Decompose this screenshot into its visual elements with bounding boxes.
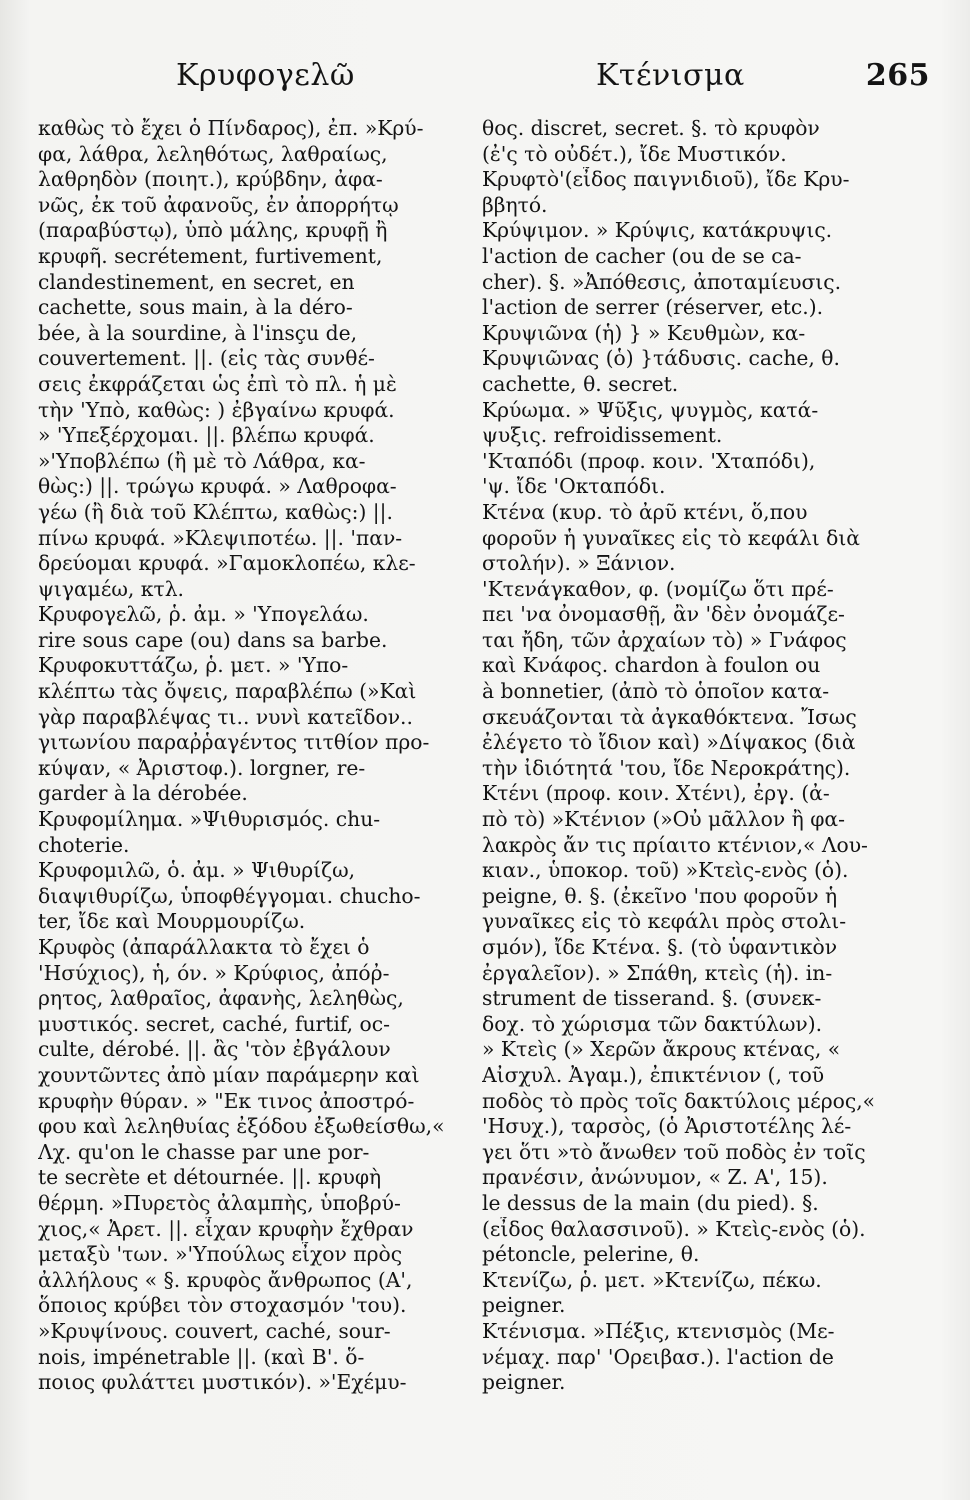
right-column-line: πει 'να ὀνομασθῇ, ἂν 'δὲν ὀνομάζε- xyxy=(482,602,845,627)
left-column-line: λαθρηδὸν (ποιητ.), κρύβδην, ἀφα- xyxy=(38,167,383,192)
left-column-line: garder à la dérobée. xyxy=(38,781,248,806)
page-header xyxy=(40,52,930,98)
left-column-line: culte, dérobé. ||. ἂς 'τὸν ἐβγάλουν xyxy=(38,1037,391,1062)
left-column-line: nois, impénetrable ||. (καὶ Β'. ὅ- xyxy=(38,1344,365,1369)
left-running-headword: Κρυφογελῶ xyxy=(176,58,355,93)
right-column-line: λακρὸς ἄν τις πρίαιτο κτένιον,« Λου- xyxy=(482,832,868,857)
right-column-line: le dessus de la main (du pied). §. xyxy=(482,1190,819,1215)
left-column-line: χουντῶντες ἀπὸ μίαν παράμερην καὶ xyxy=(38,1062,420,1087)
left-column-line: κρυφὴν θύραν. » "Εκ τινος ἀποστρό- xyxy=(38,1088,415,1113)
right-column-line: peigner. xyxy=(482,1370,566,1395)
right-column-line: δοχ. τὸ χώρισμα τῶν δακτύλων). xyxy=(482,1011,823,1036)
left-column-line: φου καὶ λεληθυίας ἐξόδου ἐξωθείσθω,« xyxy=(38,1114,445,1139)
right-column-line: Κρύψιμον. » Κρύψις, κατάκρυψις. xyxy=(482,218,833,243)
right-column-line: Αἰσχυλ. Ἀγαμ.), ἐπικτένιον (, τοῦ xyxy=(482,1062,825,1087)
right-column-line: (ἐ'ς τὸ οὐδέτ.), ἴδε Μυστικόν. xyxy=(482,141,787,166)
right-column-line: 'ψ. ἴδε 'Οκταπόδι. xyxy=(482,474,666,499)
left-column-line: ποιος φυλάττει μυστικόν). »'Εχέμυ- xyxy=(38,1370,407,1395)
left-column-line: Κρυφογελῶ, ῥ. ἀμ. » 'Υπογελάω. xyxy=(38,602,369,627)
left-column-line: clandestinement, en secret, en xyxy=(38,269,355,294)
right-column-line: 'Κτενάγκαθον, φ. (νομίζω ὅτι πρέ- xyxy=(482,576,834,601)
left-column-line: ἀλλήλους « §. κρυφὸς ἄνθρωπος (Α', xyxy=(38,1267,413,1292)
right-column-line: peigner. xyxy=(482,1293,566,1318)
left-column-line: couvertement. ||. (εἰς τὰς συνθέ- xyxy=(38,346,375,371)
left-column-line: μεταξὺ 'των. »'Υπούλως εἶχον πρὸς xyxy=(38,1242,403,1267)
left-column-line: Κρυφομιλῶ, ὁ. ἀμ. » Ψιθυρίζω, xyxy=(38,858,356,883)
left-column-line: γέω (ἢ διὰ τοῦ Κλέπτω, καθὼς:) ||. xyxy=(38,499,393,524)
right-column-line: l'action de cacher (ou de se ca- xyxy=(482,243,802,268)
right-column-line: Κτένισμα. »Πέξις, κτενισμὸς (Με- xyxy=(482,1318,835,1343)
right-column-line: peigne, θ. §. (ἐκεῖνο 'που φοροῦν ἡ xyxy=(482,883,838,908)
right-column-line: cachette, θ. secret. xyxy=(482,371,679,396)
left-column-line: Λχ. qu'on le chasse par une por- xyxy=(38,1139,370,1164)
left-column-line: κλέπτω τὰς ὄψεις, παραβλέπω (»Καὶ xyxy=(38,679,417,704)
right-column-line: στολήν). » Ξάνιον. xyxy=(482,551,676,576)
left-column-line: νῶς, ἐκ τοῦ ἀφανοῦς, ἐν ἀπορρήτῳ xyxy=(38,192,399,217)
left-column-line: θὼς:) ||. τρώγω κρυφά. » Λαθροφα- xyxy=(38,474,397,499)
left-column-line: 'Ησύχιος), ἡ, όν. » Κρύφιος, ἀπόῤ- xyxy=(38,960,390,985)
right-column-line: γει ὅτι »τὸ ἄνωθεν τοῦ ποδὸς ἐν τοῖς xyxy=(482,1139,866,1164)
left-column-line: μυστικός. secret, caché, furtif, oc- xyxy=(38,1011,390,1036)
left-column-line: δρεύομαι κρυφά. »Γαμοκλοπέω, κλε- xyxy=(38,551,416,576)
right-column-line: Κτένα (κυρ. τὸ ἀρῦ κτένι, ὅ,που xyxy=(482,499,808,524)
right-column-line: strument de tisserand. §. (συνεκ- xyxy=(482,986,822,1011)
right-column-line: πρανέσιν, ἀνώνυμον, « Ζ. Α', 15). xyxy=(482,1165,828,1190)
right-column-line: Κρυψιῶνας (ὁ) }τάδυσις. cache, θ. xyxy=(482,346,840,371)
page-number: 265 xyxy=(865,58,930,93)
left-column-line: γιτωνίου παραῤῥαγέντος τιτθίον προ- xyxy=(38,730,430,755)
left-column-line: θέρμη. »Πυρετὸς ἀλαμπὴς, ὑποβρύ- xyxy=(38,1190,401,1215)
left-text-column xyxy=(38,116,468,1396)
right-column-line: γυναῖκες εἰς τὸ κεφάλι πρὸς στολι- xyxy=(482,909,847,934)
right-column-line: ψυξις. refroidissement. xyxy=(482,423,723,448)
right-column-line: (εἶδος θαλασσινοῦ). » Κτεὶς-ενὸς (ὁ). xyxy=(482,1216,866,1241)
right-column-line: πὸ τὸ) »Κτένιον (»Οὐ μᾶλλον ἢ φα- xyxy=(482,807,845,832)
left-column-line: (παραβύστῳ), ὑπὸ μάλης, κρυφῇ ἢ xyxy=(38,218,388,243)
left-column-line: rire sous cape (ou) dans sa barbe. xyxy=(38,627,388,652)
left-column-line: φα, λάθρα, λεληθότως, λαθραίως, xyxy=(38,141,388,166)
right-column-line: ται ἤδη, τῶν ἀρχαίων τὸ) » Γνάφος xyxy=(482,627,847,652)
left-column-line: ὅποιος κρύβει τὸν στοχασμόν 'του). xyxy=(38,1293,407,1318)
right-column-line: τὴν ἰδιότητά 'του, ἴδε Νεροκράτης). xyxy=(482,755,851,780)
left-column-line: καθὼς τὸ ἔχει ὁ Πίνδαρος), ἐπ. »Κρύ- xyxy=(38,116,424,140)
right-column-line: Κρυφτὸ'(εἶδος παιγνιδιοῦ), ἴδε Κρυ- xyxy=(482,167,850,192)
right-column-line: Κτένι (προφ. κοιν. Χτένι), ἐργ. (ἀ- xyxy=(482,781,830,806)
right-column-line: ἐλέγετο τὸ ἴδιον καὶ) »Δίψακος (διὰ xyxy=(482,730,856,755)
left-column-line: »'Υποβλέπω (ἢ μὲ τὸ Λάθρα, κα- xyxy=(38,448,366,473)
right-column-line: καὶ Κνάφος. chardon à foulon ou xyxy=(482,653,821,678)
left-column-line: te secrète et détournée. ||. κρυφὴ xyxy=(38,1165,382,1190)
left-column-line: cachette, sous main, à la déro- xyxy=(38,295,353,320)
right-column-line: σμόν), ἴδε Κτένα. §. (τὸ ὑφαντικὸν xyxy=(482,935,838,959)
right-column-line: l'action de serrer (réserver, etc.). xyxy=(482,295,824,320)
right-column-line: ββητό. xyxy=(482,192,548,217)
right-column-line: ἐργαλεῖον). » Σπάθη, κτεὶς (ἡ). in- xyxy=(482,960,833,985)
right-text-column xyxy=(482,116,922,1396)
left-column-line: ter, ἴδε καὶ Μουρμουρίζω. xyxy=(38,909,306,934)
left-column-line: Κρυφοκυττάζω, ῥ. μετ. » 'Υπο- xyxy=(38,653,349,678)
left-column-line: κύψαν, « Ἀριστοφ.). lorgner, re- xyxy=(38,755,366,780)
right-column-line: 'Ησυχ.), ταρσὸς, (ὁ Ἀριστοτέλης λέ- xyxy=(482,1114,852,1139)
right-column-line: νέμαχ. παρ' 'Ορειβασ.). l'action de xyxy=(482,1344,834,1369)
left-column-line: πίνω κρυφά. »Κλεψιποτέω. ||. 'παν- xyxy=(38,525,403,550)
left-column-line: choterie. xyxy=(38,832,130,857)
right-column-line: θος. discret, secret. §. τὸ κρυφὸν xyxy=(482,116,820,140)
left-column-line: σεις ἐκφράζεται ὡς ἐπὶ τὸ πλ. ἡ μὲ xyxy=(38,371,397,396)
right-column-line: à bonnetier, (ἀπὸ τὸ ὁποῖον κατα- xyxy=(482,679,830,704)
right-column-line: φοροῦν ἡ γυναῖκες εἰς τὸ κεφάλι διὰ xyxy=(482,525,860,550)
right-column-line: » Κτεὶς (» Χερῶν ἄκρους κτένας, « xyxy=(482,1037,841,1062)
left-column-line: διαψιθυρίζω, ὑποφθέγγομαι. chucho- xyxy=(38,883,421,908)
left-column-line: τὴν 'Υπὸ, καθὼς: ) ἐβγαίνω κρυφά. xyxy=(38,397,395,422)
right-running-headword: Κτένισμα xyxy=(596,58,745,93)
right-column-line: Κρύωμα. » Ψῦξις, ψυγμὸς, κατά- xyxy=(482,397,819,422)
left-column-line: Κρυφομίλημα. »Ψιθυρισμός. chu- xyxy=(38,807,381,832)
left-column-line: Κρυφὸς (ἀπαράλλακτα τὸ ἔχει ὁ xyxy=(38,935,370,959)
right-column-line: ποδὸς τὸ πρὸς τοῖς δακτύλοις μέρος,« xyxy=(482,1088,876,1113)
right-column-line: pétoncle, pelerine, θ. xyxy=(482,1242,700,1267)
right-column-line: 'Κταπόδι (προφ. κοιν. 'Χταπόδι), xyxy=(482,448,816,473)
left-column-line: »Κρυψίνους. couvert, caché, sour- xyxy=(38,1318,391,1343)
right-column-line: κιαν., ὑποκορ. τοῦ) »Κτεὶς-ενὸς (ὁ). xyxy=(482,858,849,883)
left-column-line: » 'Υπεξέρχομαι. ||. βλέπω κρυφά. xyxy=(38,423,375,448)
left-column-line: ρητος, λαθραῖος, ἀφανὴς, λεληθὼς, xyxy=(38,986,404,1011)
left-column-line: χιος,« Ἀρετ. ||. εἶχαν κρυφὴν ἔχθραν xyxy=(38,1216,414,1241)
left-column-line: bée, à la sourdine, à l'insçu de, xyxy=(38,320,358,345)
left-column-line: γὰρ παραβλέψας τι.. νυνὶ κατεῖδον.. xyxy=(38,704,413,729)
right-column-line: Κτενίζω, ῥ. μετ. »Κτενίζω, πέκω. xyxy=(482,1267,822,1292)
left-column-line: ψιγαμέω, κτλ. xyxy=(38,576,184,601)
right-column-line: σκευάζονται τὰ ἀγκαθόκτενα. Ἴσως xyxy=(482,704,857,729)
right-column-line: cher). §. »Ἀπόθεσις, ἀποταμίευσις. xyxy=(482,269,842,294)
right-column-line: Κρυψιῶνα (ἡ) } » Κευθμὼν, κα- xyxy=(482,320,806,345)
left-column-line: κρυφῆ. secrétement, furtivement, xyxy=(38,243,383,268)
